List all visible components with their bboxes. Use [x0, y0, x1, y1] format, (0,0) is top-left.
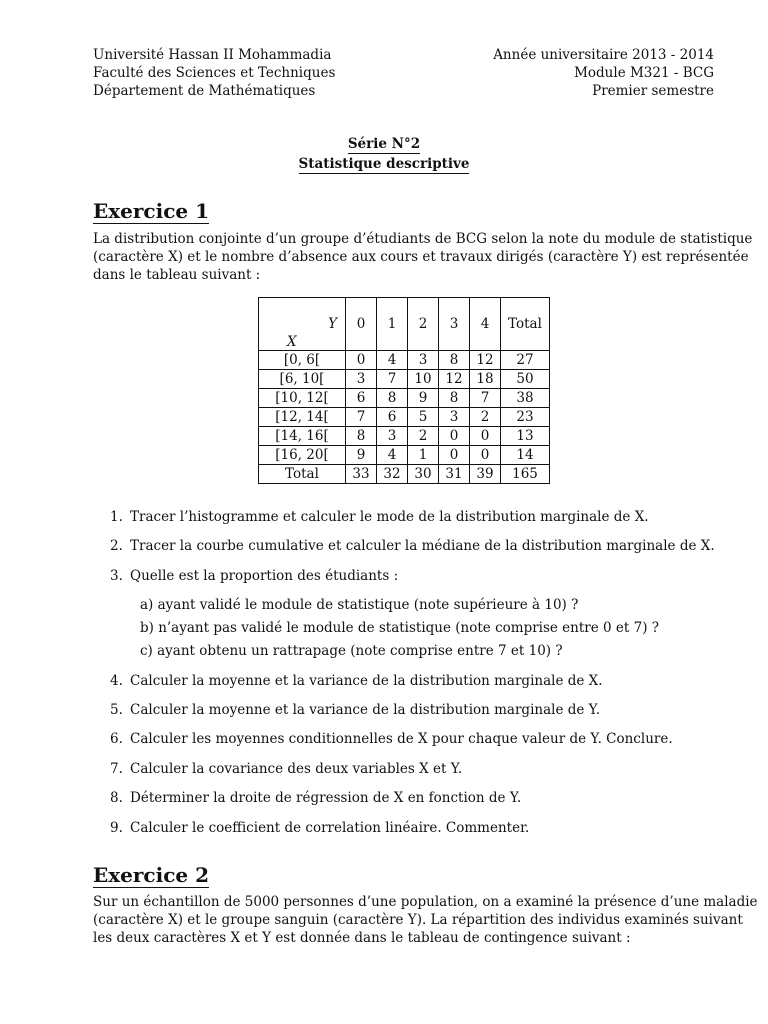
table-cell: 1 [408, 446, 439, 465]
column-header-total: Total [501, 298, 550, 351]
table-row [259, 351, 550, 370]
header-course-info [493, 46, 714, 100]
table-cell-total: 14 [501, 446, 550, 465]
column-header: 2 [408, 298, 439, 351]
table-cell: 8 [439, 389, 470, 408]
row-label: [16, 20[ [259, 446, 346, 465]
table-cell: 0 [439, 446, 470, 465]
row-label: [14, 16[ [259, 427, 346, 446]
table-row [259, 427, 550, 446]
question-number: 1. [110, 509, 123, 525]
question-text: Déterminer la droite de régression de X en fonction de Y. [130, 790, 522, 806]
table-cell: 3 [346, 370, 377, 389]
table-row [259, 446, 550, 465]
table-cell: 3 [439, 408, 470, 427]
question-item [110, 508, 649, 526]
y-axis-label: Y [328, 316, 337, 332]
subquestion-a: a) ayant validé le module de statistique (note supérieure à 10) ? [140, 597, 579, 613]
question-text: Calculer la covariance des deux variables X et Y. [130, 761, 463, 777]
header-academic-year: Année universitaire 2013 - 2014 [493, 47, 714, 63]
table-cell: 7 [377, 370, 408, 389]
table-cell: 32 [377, 465, 408, 484]
table-cell: 33 [346, 465, 377, 484]
table-corner-cell [259, 298, 346, 351]
header-department: Département de Mathématiques [93, 83, 316, 99]
row-label-total: Total [259, 465, 346, 484]
table-cell: 8 [377, 389, 408, 408]
table-cell-grand-total: 165 [501, 465, 550, 484]
question-number: 3. [110, 568, 123, 584]
exercise1-intro-line: dans le tableau suivant : [93, 267, 261, 283]
table-cell: 8 [346, 427, 377, 446]
table-row [259, 370, 550, 389]
table-cell: 7 [346, 408, 377, 427]
document-title [0, 135, 768, 173]
x-axis-label: X [287, 334, 297, 350]
table-total-row [259, 465, 550, 484]
table-cell: 7 [470, 389, 501, 408]
table-cell-total: 38 [501, 389, 550, 408]
table-cell-total: 50 [501, 370, 550, 389]
exercise1-intro-line: (caractère X) et le nombre d’absence aux cours et travaux dirigés (caractère Y) est représentée [93, 249, 749, 265]
series-subject: Statistique descriptive [298, 156, 470, 172]
exercise1-intro-line: La distribution conjointe d’un groupe d’étudiants de BCG selon la note du module de statistique [93, 231, 753, 247]
question-text: Calculer les moyennes conditionnelles de X pour chaque valeur de Y. Conclure. [130, 731, 673, 747]
table-cell: 8 [439, 351, 470, 370]
table-cell: 10 [408, 370, 439, 389]
table-cell: 31 [439, 465, 470, 484]
question-number: 5. [110, 702, 123, 718]
table-row [259, 408, 550, 427]
question-number: 6. [110, 731, 123, 747]
joint-distribution-table [258, 297, 550, 484]
header-semester: Premier semestre [592, 83, 714, 99]
header-faculty: Faculté des Sciences et Techniques [93, 65, 336, 81]
series-number: Série N°2 [347, 136, 421, 152]
table-cell: 5 [408, 408, 439, 427]
row-label: [12, 14[ [259, 408, 346, 427]
column-header: 1 [377, 298, 408, 351]
table-cell-total: 13 [501, 427, 550, 446]
row-label: [6, 10[ [259, 370, 346, 389]
subquestion-b: b) n’ayant pas validé le module de statistique (note comprise entre 0 et 7) ? [140, 620, 659, 636]
table-cell-total: 23 [501, 408, 550, 427]
column-header: 0 [346, 298, 377, 351]
question-item [110, 567, 398, 585]
exercise1-intro [93, 230, 753, 284]
question-item [110, 730, 673, 748]
table-cell: 4 [377, 351, 408, 370]
table-header-row [259, 298, 550, 351]
exercise2-intro-line: les deux caractères X et Y est donnée dans le tableau de contingence suivant : [93, 930, 631, 946]
column-header: 3 [439, 298, 470, 351]
table-cell: 3 [377, 427, 408, 446]
table-cell: 6 [377, 408, 408, 427]
question-number: 2. [110, 538, 123, 554]
table-cell: 30 [408, 465, 439, 484]
table-cell: 3 [408, 351, 439, 370]
table-cell: 2 [470, 408, 501, 427]
question-item [110, 819, 529, 837]
table-cell-total: 27 [501, 351, 550, 370]
table-cell: 2 [408, 427, 439, 446]
table-cell: 9 [408, 389, 439, 408]
column-header: 4 [470, 298, 501, 351]
table-cell: 0 [470, 446, 501, 465]
table-row [259, 389, 550, 408]
question-number: 4. [110, 673, 123, 689]
table-cell: 4 [377, 446, 408, 465]
row-label: [10, 12[ [259, 389, 346, 408]
question-text: Tracer l’histogramme et calculer le mode de la distribution marginale de X. [130, 509, 649, 525]
question-item [110, 672, 603, 690]
question-item [110, 760, 462, 778]
exercise2-heading: Exercice 2 [93, 863, 209, 887]
question-item [110, 701, 600, 719]
row-label: [0, 6[ [259, 351, 346, 370]
header-university: Université Hassan II Mohammadia [93, 47, 332, 63]
table-cell: 0 [470, 427, 501, 446]
table-cell: 12 [439, 370, 470, 389]
subquestion-c: c) ayant obtenu un rattrapage (note comprise entre 7 et 10) ? [140, 643, 563, 659]
question-text: Calculer le coefficient de correlation linéaire. Commenter. [130, 820, 530, 836]
exercise2-intro-line: Sur un échantillon de 5000 personnes d’une population, on a examiné la présence d’une maladie [93, 894, 758, 910]
question-text: Calculer la moyenne et la variance de la distribution marginale de X. [130, 673, 603, 689]
table-cell: 12 [470, 351, 501, 370]
table-cell: 0 [346, 351, 377, 370]
header-institution [93, 46, 335, 100]
table-cell: 39 [470, 465, 501, 484]
question-number: 8. [110, 790, 123, 806]
question-item [110, 537, 715, 555]
table-cell: 0 [439, 427, 470, 446]
question-text: Tracer la courbe cumulative et calculer la médiane de la distribution marginale de X. [130, 538, 715, 554]
exercise1-heading: Exercice 1 [93, 199, 209, 223]
exercise2-intro-line: (caractère X) et le groupe sanguin (caractère Y). La répartition des individus examinés suivant [93, 912, 743, 928]
question-text: Calculer la moyenne et la variance de la distribution marginale de Y. [130, 702, 601, 718]
question-number: 9. [110, 820, 123, 836]
question-item [110, 789, 521, 807]
exercise2-intro [93, 893, 758, 947]
table-cell: 6 [346, 389, 377, 408]
question-number: 7. [110, 761, 123, 777]
table-cell: 18 [470, 370, 501, 389]
table-cell: 9 [346, 446, 377, 465]
question-text: Quelle est la proportion des étudiants : [130, 568, 399, 584]
header-module: Module M321 - BCG [574, 65, 714, 81]
